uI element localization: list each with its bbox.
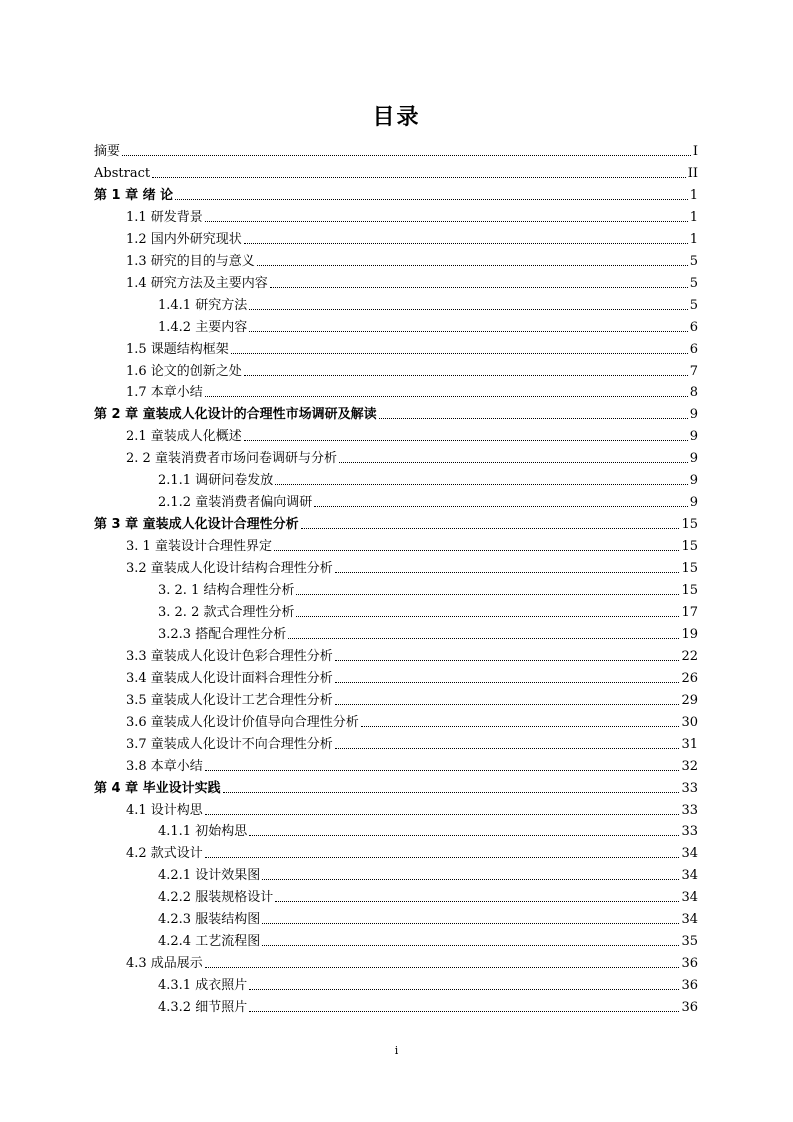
toc-entry-label: 1.5 课题结构框架: [126, 341, 229, 357]
toc-entry[interactable]: [94, 623, 698, 643]
toc-entry-page: 34: [681, 868, 698, 884]
dot-leader: [288, 637, 679, 639]
toc-entry-page: 30: [681, 714, 698, 730]
toc-entry[interactable]: [94, 777, 698, 797]
toc-entry[interactable]: [94, 557, 698, 577]
toc-entry-label: 2.1 童装成人化概述: [126, 429, 242, 445]
dot-leader: [274, 549, 680, 551]
toc-entry-label: 2. 2 童装消费者市场问卷调研与分析: [126, 451, 337, 467]
toc-entry-label: 4.2 款式设计: [126, 846, 203, 862]
toc-entry[interactable]: [94, 228, 698, 248]
toc-entry-page: 5: [689, 275, 698, 291]
toc-entry[interactable]: [94, 294, 698, 314]
dot-leader: [262, 944, 679, 946]
toc-entry[interactable]: [94, 864, 698, 884]
dot-leader: [175, 198, 688, 200]
dot-leader: [205, 856, 680, 858]
toc-entry[interactable]: [94, 184, 698, 204]
toc-entry[interactable]: [94, 755, 698, 775]
toc-entry-page: 6: [689, 319, 698, 335]
dot-leader: [231, 352, 688, 354]
toc-entry[interactable]: [94, 820, 698, 840]
toc-entry-page: 9: [689, 429, 698, 445]
dot-leader: [205, 220, 688, 222]
toc-entry-label: 4.3.1 成衣照片: [158, 978, 248, 994]
toc-entry-label: 1.4 研究方法及主要内容: [126, 275, 268, 291]
toc-entry-page: 36: [681, 1000, 698, 1016]
toc-entry-page: 33: [681, 780, 698, 796]
toc-entry[interactable]: [94, 206, 698, 226]
dot-leader: [275, 900, 679, 902]
toc-entry-page: 17: [681, 604, 698, 620]
dot-leader: [257, 264, 688, 266]
dot-leader: [249, 308, 688, 310]
toc-entry[interactable]: [94, 360, 698, 380]
toc-entry-page: 5: [689, 297, 698, 313]
toc-entry-label: 3.6 童装成人化设计价值导向合理性分析: [126, 714, 359, 730]
toc-entry[interactable]: [94, 403, 698, 423]
toc-entry[interactable]: [94, 272, 698, 292]
page-number: i: [394, 1044, 399, 1057]
page-title: 目录: [372, 105, 421, 130]
toc-entry-page: 6: [689, 341, 698, 357]
toc-entry-label: 4.2.3 服装结构图: [158, 912, 261, 928]
toc-entry[interactable]: [94, 930, 698, 950]
toc-entry-page: 9: [689, 473, 698, 489]
toc-entry-page: 34: [681, 846, 698, 862]
toc-entry-label: 1.6 论文的创新之处: [126, 363, 242, 379]
toc-entry-label: 3.3 童装成人化设计色彩合理性分析: [126, 648, 333, 664]
toc-entry-page: 36: [681, 978, 698, 994]
toc-entry-label: 3.7 童装成人化设计不向合理性分析: [126, 736, 333, 752]
dot-leader: [335, 681, 680, 683]
dot-leader: [249, 988, 679, 990]
toc-entry[interactable]: [94, 996, 698, 1016]
dot-leader: [244, 242, 688, 244]
toc-entry[interactable]: [94, 601, 698, 621]
toc-entry-label: Abstract: [94, 165, 151, 181]
toc-entry-label: 4.3.2 细节照片: [158, 1000, 248, 1016]
dot-leader: [335, 659, 680, 661]
dot-leader: [249, 330, 688, 332]
toc-entry-label: 3.4 童装成人化设计面料合理性分析: [126, 670, 333, 686]
toc-entry-page: 32: [681, 758, 698, 774]
toc-entry-label: 第 1 章 绪 论: [94, 187, 174, 203]
toc-entry-label: 3.2.3 搭配合理性分析: [158, 626, 287, 642]
toc-entry-page: 34: [681, 890, 698, 906]
toc-entry-page: 9: [689, 407, 698, 423]
toc-entry[interactable]: [94, 316, 698, 336]
dot-leader: [275, 483, 688, 485]
toc-entry-page: 29: [681, 692, 698, 708]
toc-entry-page: 15: [681, 517, 698, 533]
toc-entry-page: 1: [689, 187, 698, 203]
toc-entry[interactable]: [94, 140, 698, 160]
dot-leader: [205, 395, 688, 397]
toc-entry-label: 2.1.2 童装消费者偏向调研: [158, 495, 313, 511]
toc-entry[interactable]: [94, 711, 698, 731]
toc-entry-label: 1.1 研发背景: [126, 209, 203, 225]
toc-entry-page: 31: [681, 736, 698, 752]
toc-entry-label: 4.1.1 初始构思: [158, 824, 248, 840]
dot-leader: [361, 725, 680, 727]
toc-entry[interactable]: [94, 250, 698, 270]
toc-entry[interactable]: [94, 645, 698, 665]
toc-entry[interactable]: [94, 162, 698, 182]
toc-entry-page: 9: [689, 451, 698, 467]
dot-leader: [270, 286, 688, 288]
dot-leader: [249, 834, 679, 836]
toc-entry[interactable]: [94, 513, 698, 533]
toc-entry[interactable]: [94, 579, 698, 599]
dot-leader: [335, 747, 680, 749]
dot-leader: [296, 615, 679, 617]
dot-leader: [262, 922, 679, 924]
toc-entry-label: 4.2.2 服装规格设计: [158, 890, 274, 906]
toc-entry-page: 9: [689, 495, 698, 511]
toc-entry-label: 第 3 章 童装成人化设计合理性分析: [94, 517, 299, 533]
dot-leader: [262, 878, 679, 880]
toc-entry-label: 1.2 国内外研究现状: [126, 231, 242, 247]
toc-entry-label: 3. 2. 1 结构合理性分析: [158, 583, 295, 598]
dot-leader: [205, 966, 680, 968]
toc-entry[interactable]: [94, 425, 698, 445]
dot-leader: [301, 527, 680, 529]
toc-entry[interactable]: [94, 799, 698, 819]
toc-entry-page: 1: [689, 209, 698, 225]
toc-entry[interactable]: [94, 908, 698, 928]
toc-entry-label: 第 2 章 童装成人化设计的合理性市场调研及解读: [94, 407, 377, 423]
toc-entry-page: 15: [681, 583, 698, 598]
toc-entry[interactable]: [94, 689, 698, 709]
toc-entry-page: 5: [689, 253, 698, 269]
toc-entry-page: 1: [689, 231, 698, 247]
toc-entry-page: 15: [681, 539, 698, 555]
toc-entry[interactable]: [94, 447, 698, 467]
toc-entry-page: 33: [681, 824, 698, 840]
toc-entry-label: 4.2.4 工艺流程图: [158, 934, 261, 950]
dot-leader: [205, 813, 680, 815]
toc-entry[interactable]: [94, 842, 698, 862]
toc-entry-label: 3. 2. 2 款式合理性分析: [158, 604, 295, 620]
toc-entry[interactable]: [94, 952, 698, 972]
toc-entry-label: 4.1 设计构思: [126, 802, 203, 818]
toc-entry-label: 4.2.1 设计效果图: [158, 868, 261, 884]
toc-entry-label: 3.5 童装成人化设计工艺合理性分析: [126, 692, 333, 708]
dot-leader: [205, 769, 680, 771]
dot-leader: [296, 593, 679, 595]
toc-entry-label: 3.8 本章小结: [126, 758, 203, 774]
toc-entry[interactable]: [94, 535, 698, 555]
dot-leader: [223, 791, 680, 793]
dot-leader: [152, 176, 686, 178]
toc-entry-page: 34: [681, 912, 698, 928]
toc-entry-page: 7: [689, 363, 698, 379]
toc-entry-page: 15: [681, 561, 698, 577]
toc-entry-page: 35: [681, 934, 698, 950]
toc-entry-label: 3. 1 童装设计合理性界定: [126, 539, 272, 555]
toc-entry-label: 第 4 章 毕业设计实践: [94, 780, 221, 796]
dot-leader: [244, 374, 688, 376]
toc-entry-page: 22: [681, 648, 698, 664]
toc-entry-page: 8: [689, 385, 698, 401]
dot-leader: [314, 505, 688, 507]
toc-entry-label: 1.4.1 研究方法: [158, 297, 248, 313]
dot-leader: [335, 571, 680, 573]
toc-entry-label: 1.3 研究的目的与意义: [126, 253, 255, 269]
toc-entry-label: 2.1.1 调研问卷发放: [158, 473, 274, 489]
toc-entry-page: 36: [681, 956, 698, 972]
toc-entry[interactable]: [94, 974, 698, 994]
dot-leader: [335, 703, 680, 705]
toc-entry-label: 4.3 成品展示: [126, 956, 203, 972]
toc-entry-page: I: [692, 144, 698, 159]
dot-leader: [249, 1010, 679, 1012]
toc-entry-label: 1.4.2 主要内容: [158, 319, 248, 335]
toc-entry[interactable]: [94, 491, 698, 511]
toc-entry-page: 26: [681, 670, 698, 686]
toc-entry-label: 1.7 本章小结: [126, 385, 203, 401]
toc-entry[interactable]: [94, 733, 698, 753]
dot-leader: [379, 417, 688, 419]
toc-entry-page: II: [687, 165, 698, 181]
toc-entry-page: 33: [681, 802, 698, 818]
dot-leader: [244, 439, 688, 441]
toc-entry-label: 3.2 童装成人化设计结构合理性分析: [126, 561, 333, 577]
toc-entry[interactable]: [94, 338, 698, 358]
dot-leader: [122, 154, 691, 156]
toc-entry[interactable]: [94, 469, 698, 489]
toc-entry[interactable]: [94, 667, 698, 687]
toc-entry[interactable]: [94, 886, 698, 906]
toc-entry-page: 19: [681, 626, 698, 642]
toc-entry[interactable]: [94, 381, 698, 401]
dot-leader: [339, 461, 688, 463]
toc-entry-label: 摘要: [94, 144, 121, 159]
